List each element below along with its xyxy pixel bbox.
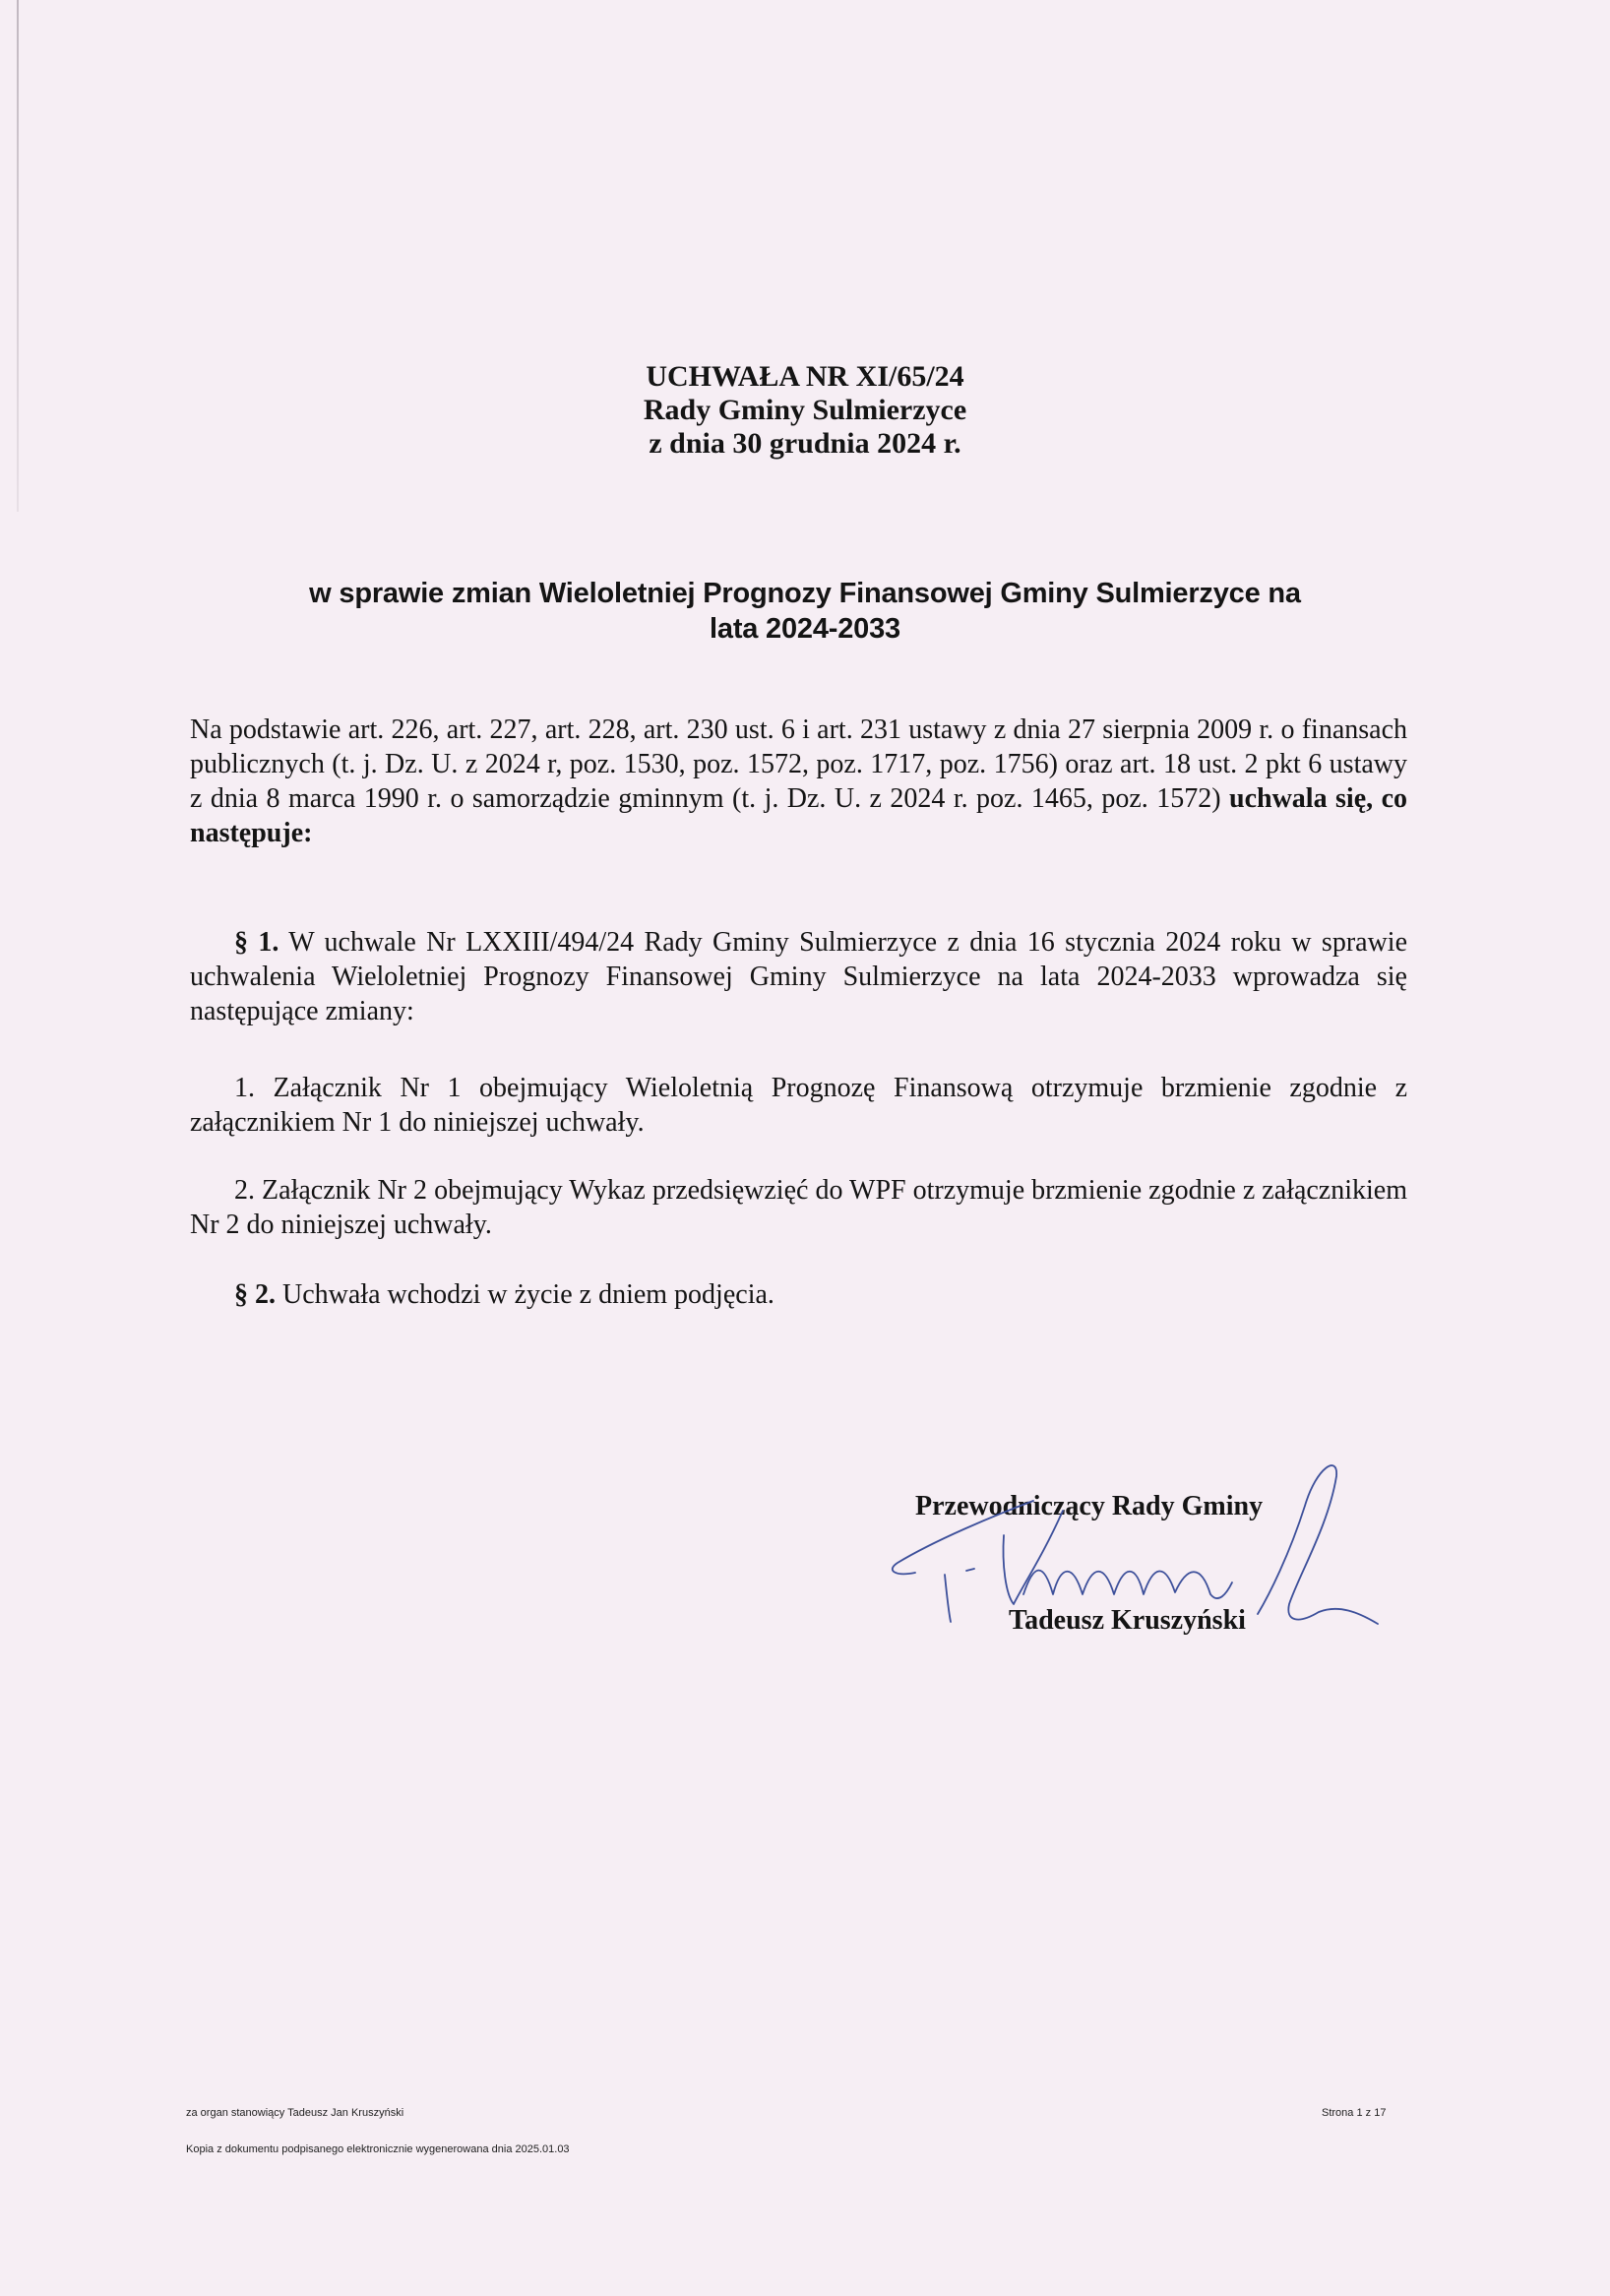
legal-basis-paragraph bbox=[190, 713, 1407, 850]
signature-stroke bbox=[966, 1569, 974, 1571]
amendment-item-text: 2. Załącznik Nr 2 obejmujący Wykaz przedsięwzięć do WPF otrzymuje brzmienie zgodnie z załącznikiem Nr 2 do niniejszej uchwały. bbox=[190, 1175, 1407, 1240]
signature-stroke bbox=[1003, 1511, 1063, 1604]
enacting-formula: uchwala się, co następuje: bbox=[190, 783, 1407, 848]
amendment-item-text: 1. Załącznik Nr 1 obejmujący Wieloletnią Prognozę Finansową otrzymuje brzmienie zgodnie z załącznikiem Nr 1 do niniejszej uchwały. bbox=[190, 1073, 1407, 1138]
issuing-body: Rady Gminy Sulmierzyce bbox=[643, 394, 967, 426]
amendment-item-1 bbox=[190, 1071, 1407, 1140]
section-1-paragraph bbox=[190, 925, 1407, 1028]
signature-stroke bbox=[1258, 1465, 1378, 1624]
footer-signed-by: za organ stanowiący Tadeusz Jan Kruszyński bbox=[186, 2107, 404, 2119]
resolution-date: z dnia 30 grudnia 2024 r. bbox=[649, 427, 961, 460]
amendment-item-2 bbox=[190, 1173, 1407, 1242]
section-2-text: Uchwała wchodzi w życie z dniem podjęcia. bbox=[282, 1279, 774, 1310]
resolution-header bbox=[0, 360, 1610, 461]
section-2-paragraph bbox=[190, 1277, 1407, 1312]
footer-copy-note: Kopia z dokumentu podpisanego elektronicznie wygenerowana dnia 2025.01.03 bbox=[186, 2143, 570, 2155]
section-1-text: W uchwale Nr LXXIII/494/24 Rady Gminy Sulmierzyce z dnia 16 stycznia 2024 roku w sprawie uchwalenia Wieloletniej Prognozy Finansowej Gminy Sulmierzyce na lata 2024-2033 wprowadza się następujące zmiany: bbox=[190, 927, 1407, 1026]
signatory-title: Przewodniczący Rady Gminy bbox=[915, 1491, 1264, 1521]
signature-stroke bbox=[945, 1575, 951, 1622]
legal-basis-text: Na podstawie art. 226, art. 227, art. 228, art. 230 ust. 6 i art. 231 ustawy z dnia 27 sierpnia 2009 r. o finansach publicznych (t. j. Dz. U. z 2024 r, poz. 1530, poz. 1572, poz. 1717, poz. 1756) oraz art. 18 ust. 2 pkt 6 ustawy z dnia 8 marca 1990 r. o samorządzie gminnym (t. j. Dz. U. z 2024 r. poz. 1465, poz. 1572) bbox=[190, 714, 1407, 814]
resolution-subject bbox=[197, 576, 1413, 647]
page-number: Strona 1 z 17 bbox=[1322, 2107, 1387, 2119]
subject-line-1: w sprawie zmian Wieloletniej Prognozy Finansowej Gminy Sulmierzyce na bbox=[309, 578, 1301, 609]
subject-line-2: lata 2024-2033 bbox=[710, 613, 900, 645]
signatory-name: Tadeusz Kruszyński bbox=[1009, 1605, 1246, 1636]
section-1-label: § 1. bbox=[234, 927, 279, 958]
resolution-number: UCHWAŁA NR XI/65/24 bbox=[646, 360, 964, 393]
section-2-label: § 2. bbox=[234, 1279, 276, 1310]
signature-stroke bbox=[1023, 1571, 1232, 1599]
